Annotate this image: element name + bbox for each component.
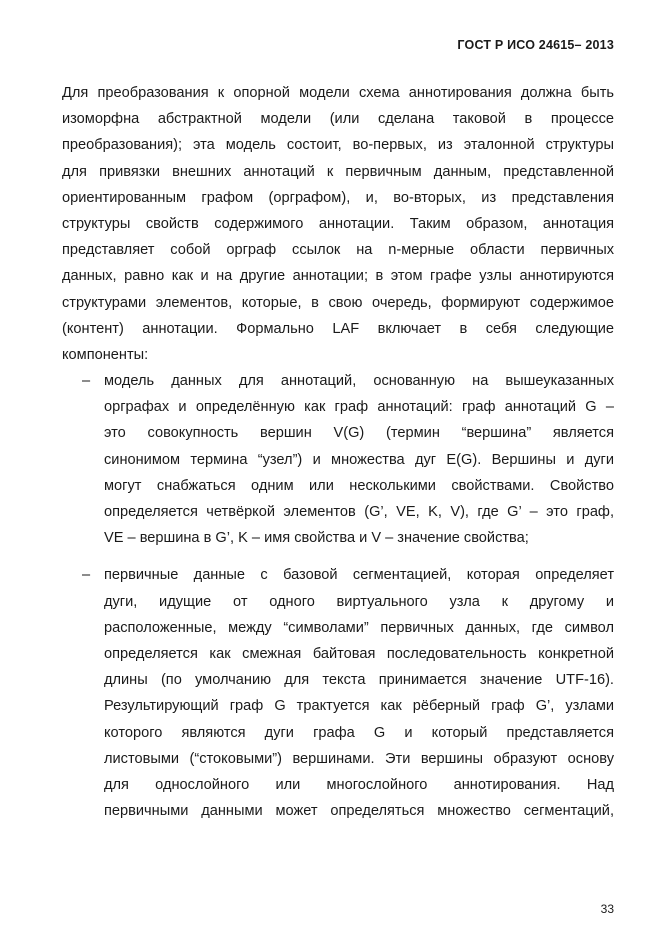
text-line: VE – вершина в G’, K – имя свойства и V – значение свойства;	[104, 530, 529, 547]
text-line: листовыми (“стоковыми”) вершинами. Эти вершины образуют основу	[104, 750, 614, 767]
text-line: представляет собой орграф ссылок на n-мерные области первичных	[62, 242, 614, 259]
text-line: изоморфна абстрактной модели (или сделана таковой в процессе	[62, 111, 614, 128]
page-body	[62, 80, 614, 824]
text-line: (контент) аннотации. Формально LAF включает в себя следующие	[62, 320, 614, 337]
text-line: для привязки внешних аннотаций к первичным данным, представленной	[62, 163, 614, 180]
text-line: могут снабжаться одним или несколькими свойствами. Свойство	[104, 477, 614, 494]
text-line: Результирующий граф G трактуется как рёберный граф G’, узлами	[104, 698, 614, 715]
text-line: структурами элементов, которые, в свою очередь, формируют содержимое	[62, 294, 614, 311]
text-line: это совокупность вершин V(G) (термин “вершина” является	[104, 425, 614, 442]
list-dash: –	[82, 373, 91, 390]
text-line: модель данных для аннотаций, основанную на вышеуказанных –	[62, 368, 614, 394]
text-line: которого являются дуги графа G и который представляется	[104, 724, 614, 741]
text-line: ориентированным графом (орграфом), и, во-вторых, из представления	[62, 189, 614, 206]
text-line: Для преобразования к опорной модели схема аннотирования должна быть	[62, 85, 614, 101]
text-line: расположенные, между “символами” первичных данных, где символ	[104, 619, 614, 636]
text-line: орграфах и определённую как граф аннотаций: граф аннотаций G –	[104, 399, 614, 416]
text-line: компоненты:	[62, 346, 149, 363]
text-line: структуры свойств содержимого аннотации. Таким образом, аннотация	[62, 215, 614, 232]
text-line: дуги, идущие от одного виртуального узла к другому и	[104, 593, 614, 610]
text-line: данных, равно как и на другие аннотации; в этом графе узлы аннотируются	[62, 268, 614, 285]
text-line: определяется четвёркой элементов (G’, VE, K, V), где G’ – это граф,	[104, 504, 614, 520]
page-number: 33	[600, 902, 614, 916]
document-header: ГОСТ Р ИСО 24615– 2013	[457, 38, 614, 52]
text-line: первичными данными может определяться множество сегментаций,	[104, 803, 614, 820]
text-line: преобразования); эта модель состоит, во-первых, из эталонной структуры	[62, 137, 614, 154]
list-item-primary-data	[62, 562, 614, 824]
text-line: для однослойного или многослойного аннотирования. Над	[104, 776, 614, 793]
list-item-data-model	[62, 368, 614, 551]
intro-paragraph	[62, 80, 614, 368]
text-line: определяется как смежная байтовая последовательность конкретной	[104, 645, 614, 662]
text-line: первичные данные с базовой сегментацией, которая определяет –	[62, 562, 614, 588]
text-line: синонимом термина “узел”) и множества дуг E(G). Вершины и дуги	[104, 451, 614, 468]
list-dash: –	[82, 567, 91, 584]
text-line: длины (по умолчанию для текста принимается значение UTF-16).	[104, 672, 614, 689]
